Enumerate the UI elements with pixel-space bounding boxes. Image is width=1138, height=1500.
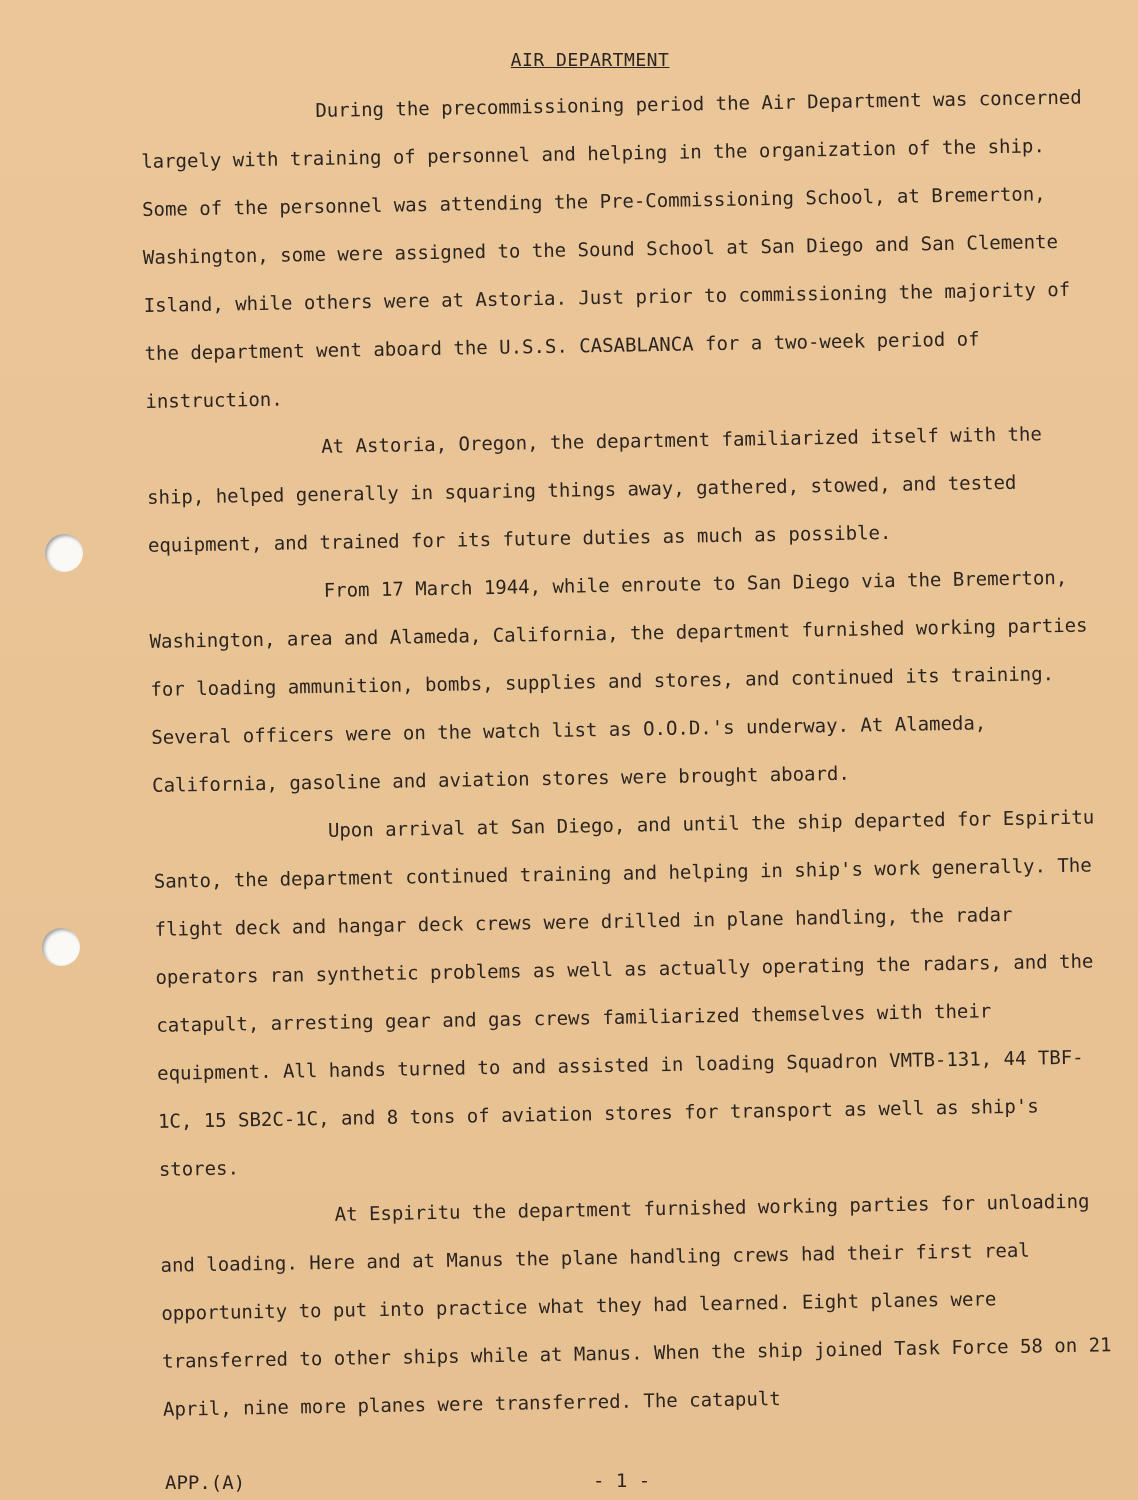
paragraph-text: During the precommissioning period the Air Department was concerned largely with training of personnel and helping in the organization of the ship. Some of the personnel was attending the Pre-Commissioning School, at Bremerton, Washington, some were assigned to the Sound School at San Diego and San Clemente Island, while others were at Astoria. Just prior to commissioning the majority of the department went aboard the U.S.S. CASABLANCA for a two-week period of instruction. — [141, 86, 1082, 413]
paragraph — [159, 1177, 1113, 1434]
punch-hole-bottom — [42, 928, 80, 966]
paragraph-text: From 17 March 1944, while enroute to San Diego via the Bremerton, Washington, area and Alameda, California, the department furnished working parties for loading ammunition, bombs, supplies and stores, and continued its training. Several officers were on the watch list as O.O.D.'s underway. At Alameda, California, gasoline and aviation stores were brought aboard. — [149, 566, 1088, 797]
page-number: - 1 - — [593, 1470, 651, 1492]
paragraph-text: At Astoria, Oregon, the department familiarized itself with the ship, helped generally in squaring things away, gathered, stowed, and tested equipment, and trained for its future duties as much as possible. — [146, 423, 1042, 557]
paragraph — [153, 793, 1110, 1194]
page-title: AIR DEPARTMENT — [510, 50, 670, 71]
paragraph-text: Upon arrival at San Diego, and until the ship departed for Espiritu Santo, the department continued training and helping in ship's work generally. The flight deck and hangar deck crews were drilled in plane handling, the radar operators ran synthetic problems as well as actually operating the radars, and the catapult, arresting gear and gas crews familiarized themselves with their equipment. All hands turned to and assisted in loading Squadron VMTB-131, 44 TBF-1C, 15 SB2C-1C, and 8 tons of aviation stores for transport as well as ship's stores. — [153, 806, 1095, 1181]
paragraph — [148, 553, 1102, 810]
paragraph-text: At Espiritu the department furnished working parties for unloading and loading. Here and at Manus the plane handling crews had their first real opportunity to put into practice what they had learned. Eight planes were transferred to other ships while at Manus. When the ship joined Task Force 58 on 21 April, nine more planes were transferred. The catapult — [160, 1190, 1112, 1421]
paragraph — [146, 409, 1098, 570]
paragraph — [140, 73, 1096, 426]
appendix-label: APP.(A) — [165, 1472, 246, 1494]
punch-hole-top — [45, 534, 83, 572]
document-body — [140, 73, 1113, 1433]
